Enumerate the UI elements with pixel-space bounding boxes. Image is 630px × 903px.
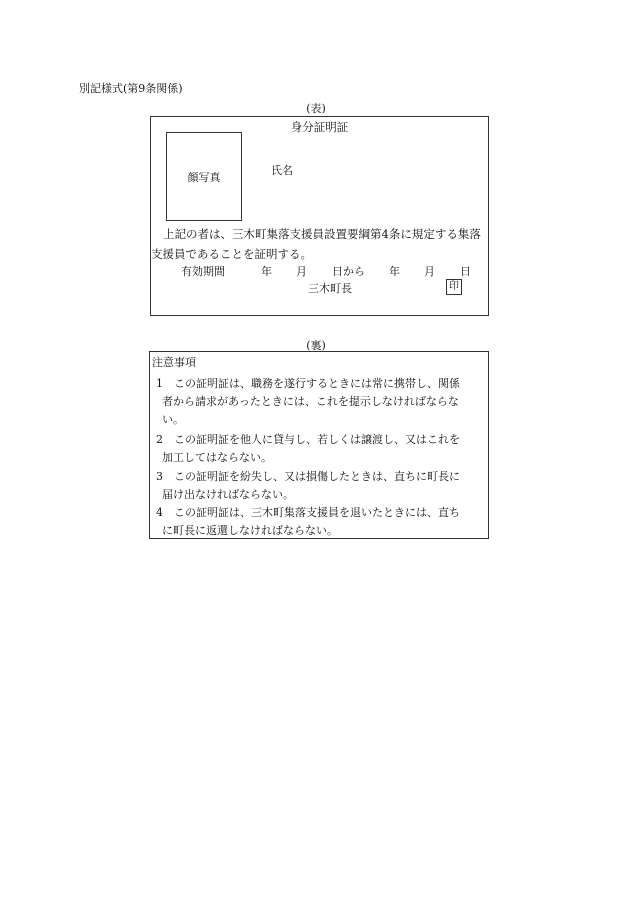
name-label: 氏名 <box>271 164 293 177</box>
note-number: 4 <box>156 506 163 519</box>
validity-from: 日から <box>332 265 365 278</box>
card-title: 身分証明証 <box>290 120 349 134</box>
note-text: 加工してはならない。 <box>162 451 272 464</box>
notes-title: 注意事項 <box>152 356 196 369</box>
note-text: この証明証は、三木町集落支援員を退いたときには、直ち <box>174 506 460 519</box>
note-text: 者から請求があったときには、これを提示しなければならな <box>162 395 459 408</box>
validity-month-end: 月 <box>424 265 435 278</box>
validity-period <box>151 263 488 279</box>
issuer-label: 三木町長 <box>308 282 352 295</box>
note-text: この証明証を他人に貸与し、若しくは譲渡し、又はこれを <box>174 433 460 446</box>
note-text: に町長に返還しなければならない。 <box>162 524 338 537</box>
note-text: この証明証は、職務を遂行するときには常に携帯し、関係 <box>174 377 460 390</box>
certification-line-1: 上記の者は、三木町集落支援員設置要綱第4条に規定する集落 <box>163 227 481 241</box>
front-caption: (表) <box>306 102 326 115</box>
validity-month-start: 月 <box>296 265 307 278</box>
validity-day-end: 日 <box>460 265 471 278</box>
form-header: 別記様式(第9条関係) <box>79 82 183 95</box>
validity-year-start: 年 <box>261 265 272 278</box>
validity-label: 有効期間 <box>181 265 225 278</box>
validity-year-end: 年 <box>389 265 400 278</box>
certification-line-2: 支援員であることを証明する。 <box>151 247 312 261</box>
note-text: この証明証を紛失し、又は損傷したときは、直ちに町長に <box>174 470 460 483</box>
notes-box <box>149 351 489 539</box>
certification-text <box>151 224 488 264</box>
note-number: 2 <box>156 433 163 446</box>
note-text: 届け出なければならない。 <box>162 488 294 501</box>
photo-box <box>166 132 242 221</box>
note-text: い。 <box>162 413 184 426</box>
note-number: 3 <box>156 470 163 483</box>
note-number: 1 <box>156 377 163 390</box>
back-caption: (裏) <box>306 339 326 352</box>
seal-box: 印 <box>446 279 462 295</box>
id-card-front <box>150 116 489 316</box>
photo-label: 顔写真 <box>187 170 221 184</box>
